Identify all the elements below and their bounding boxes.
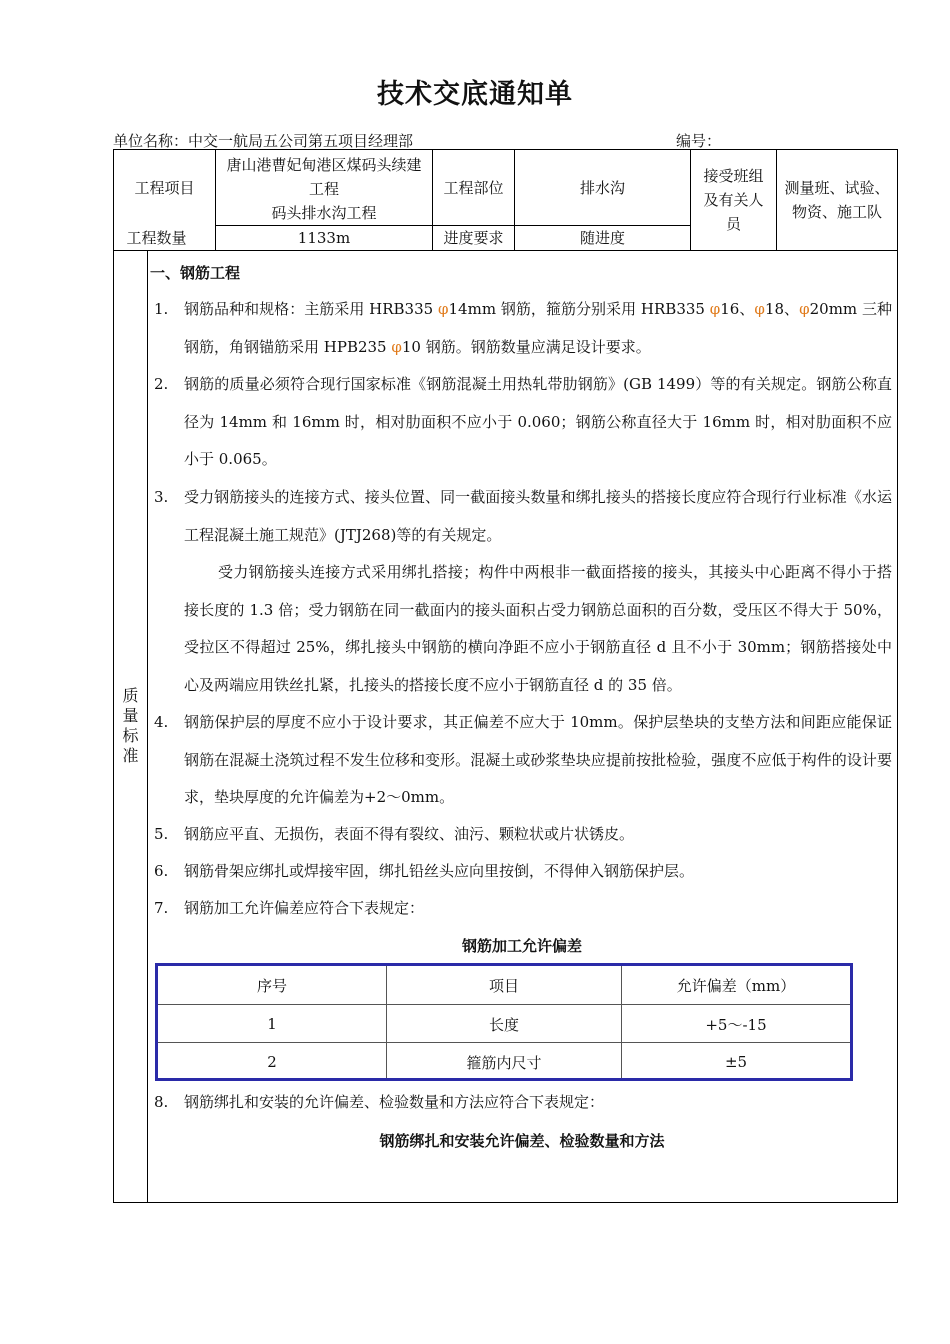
item-paragraph: 受力钢筋接头连接方式采用绑扎搭接；构件中两根非一截面搭接的接头，其接头中心距离不得小于搭接长度的 1.3 倍；受力钢筋在同一截面内的接头面积占受力钢筋总面积的百分数，受压区不得大于 50%，受拉区不得超过 25%，绑扎接头中钢筋的横向净距不应小于钢筋直径 d 且不小于 30mm；钢筋搭接处中心及两端应用铁丝扎紧，扎接头的搭接长度不应小于钢筋直径 d 的 35 倍。 xyxy=(184,563,892,694)
document-number: 编号： xyxy=(676,132,722,150)
project-subname: 码头排水沟工程 xyxy=(271,203,377,222)
table-cell: 长度 xyxy=(488,1015,519,1034)
table-cell: 2 xyxy=(267,1053,277,1071)
table-title: 钢筋加工允许偏差 xyxy=(461,937,582,955)
team-label: 接受班组及有关人员 xyxy=(703,167,764,233)
list-item: 6. 钢筋骨架应绑扎或焊接牢固，绑扎铅丝头应向里按倒，不得伸入钢筋保护层。 xyxy=(150,853,892,891)
table-cell: 箍筋内尺寸 xyxy=(466,1053,542,1072)
table-title: 钢筋绑扎和安装允许偏差、检验数量和方法 xyxy=(379,1132,665,1150)
list-item: 4. 钢筋保护层的厚度不应小于设计要求，其正偏差不应大于 10mm。保护层垫块的支垫方法和间距应能保证钢筋在混凝土浇筑过程不发生位移和变形。混凝土或砂浆垫块应提前按批检验，强度不应低于构件的设计要求，垫块厚度的允许偏差为+2～0mm。 xyxy=(150,704,892,817)
phi-symbol: φ xyxy=(438,300,449,318)
quality-standard-label: 质量标准 xyxy=(120,686,139,767)
list-item: 5. 钢筋应平直、无损伤，表面不得有裂纹、油污、颗粒状或片状锈皮。 xyxy=(150,816,892,854)
table-cell: ±5 xyxy=(724,1053,748,1071)
list-item: 3. 受力钢筋接头的连接方式、接头位置、同一截面接头数量和绑扎接头的搭接长度应符合现行行业标准《水运工程混凝土施工规范》(JTJ268)等的有关规定。 xyxy=(150,479,892,554)
location-label: 工程部位 xyxy=(443,178,504,197)
item-text: 钢筋品种和规格：主筋采用 HRB335 φ14mm 钢筋，箍筋分别采用 HRB335 φ16、φ18、φ20mm 三种钢筋，角钢锚筋采用 HPB235 φ10 钢筋。钢筋数量应满足设计要求。 xyxy=(184,300,892,356)
table-header: 允许偏差（mm） xyxy=(676,976,796,995)
schedule-label: 进度要求 xyxy=(443,229,504,247)
table-header: 序号 xyxy=(256,976,287,995)
row-divider xyxy=(114,250,897,251)
list-item: 7. 钢筋加工允许偏差应符合下表规定： xyxy=(150,890,892,928)
project-value xyxy=(216,152,432,225)
project-label: 工程项目 xyxy=(134,178,195,197)
list-item: 1. 钢筋品种和规格：主筋采用 HRB335 φ14mm 钢筋，箍筋分别采用 HRB335 φ16、φ18、φ20mm 三种钢筋，角钢锚筋采用 HPB235 φ10 钢筋。钢筋数量应满足设计要求。 xyxy=(150,291,892,366)
quantity-value: 1133m xyxy=(297,229,351,247)
col-divider xyxy=(147,250,148,1202)
table-header: 项目 xyxy=(488,976,519,995)
item-text: 钢筋的质量必须符合现行国家标准《钢筋混凝土用热轧带肋钢筋》(GB 1499）等的有关规定。钢筋公称直径为 14mm 和 16mm 时，相对肋面积不应小于 0.060；钢筋公称直径大于 16mm 时，相对肋面积不应小于 0.065。 xyxy=(184,375,892,468)
item-text: 钢筋保护层的厚度不应小于设计要求，其正偏差不应大于 10mm。保护层垫块的支垫方法和间距应能保证钢筋在混凝土浇筑过程不发生位移和变形。混凝土或砂浆垫块应提前按批检验，强度不应低于构件的设计要求，垫块厚度的允许偏差为+2～0mm。 xyxy=(184,713,892,806)
item-text: 钢筋骨架应绑扎或焊接牢固，绑扎铅丝头应向里按倒，不得伸入钢筋保护层。 xyxy=(184,862,695,880)
phi-symbol: φ xyxy=(754,300,765,318)
table-cell: 1 xyxy=(267,1015,277,1033)
list-item: 8. 钢筋绑扎和安装的允许偏差、检验数量和方法应符合下表规定： xyxy=(150,1084,892,1122)
phi-symbol: φ xyxy=(391,337,402,356)
section-title: 一、钢筋工程 xyxy=(150,264,241,282)
item-text: 钢筋加工允许偏差应符合下表规定： xyxy=(184,899,425,917)
table-cell: +5～-15 xyxy=(705,1015,767,1034)
project-name: 唐山港曹妃甸港区煤码头续建工程 xyxy=(226,155,422,198)
phi-symbol: φ xyxy=(799,300,810,318)
list-item: 2. 钢筋的质量必须符合现行国家标准《钢筋混凝土用热轧带肋钢筋》(GB 1499）等的有关规定。钢筋公称直径为 14mm 和 16mm 时，相对肋面积不应小于 0.060；钢筋公称直径大于 16mm 时，相对肋面积不应小于 0.065。 xyxy=(150,366,892,479)
item-text: 受力钢筋接头的连接方式、接头位置、同一截面接头数量和绑扎接头的搭接长度应符合现行行业标准《水运工程混凝土施工规范》(JTJ268)等的有关规定。 xyxy=(184,488,892,544)
quantity-label: 工程数量 xyxy=(126,229,187,247)
processing-tolerance-table xyxy=(155,963,853,1081)
team-value: 测量班、试验、物资、施工队 xyxy=(784,179,890,221)
phi-symbol: φ xyxy=(709,300,721,318)
schedule-value: 随进度 xyxy=(579,229,625,247)
item-text: 钢筋绑扎和安装的允许偏差、检验数量和方法应符合下表规定： xyxy=(184,1093,605,1111)
location-value: 排水沟 xyxy=(579,178,625,197)
page-title: 技术交底通知单 xyxy=(377,79,573,110)
unit-name: 单位名称：中交一航局五公司第五项目经理部 xyxy=(113,132,414,150)
item-text: 钢筋应平直、无损伤，表面不得有裂纹、油污、颗粒状或片状锈皮。 xyxy=(184,825,635,843)
